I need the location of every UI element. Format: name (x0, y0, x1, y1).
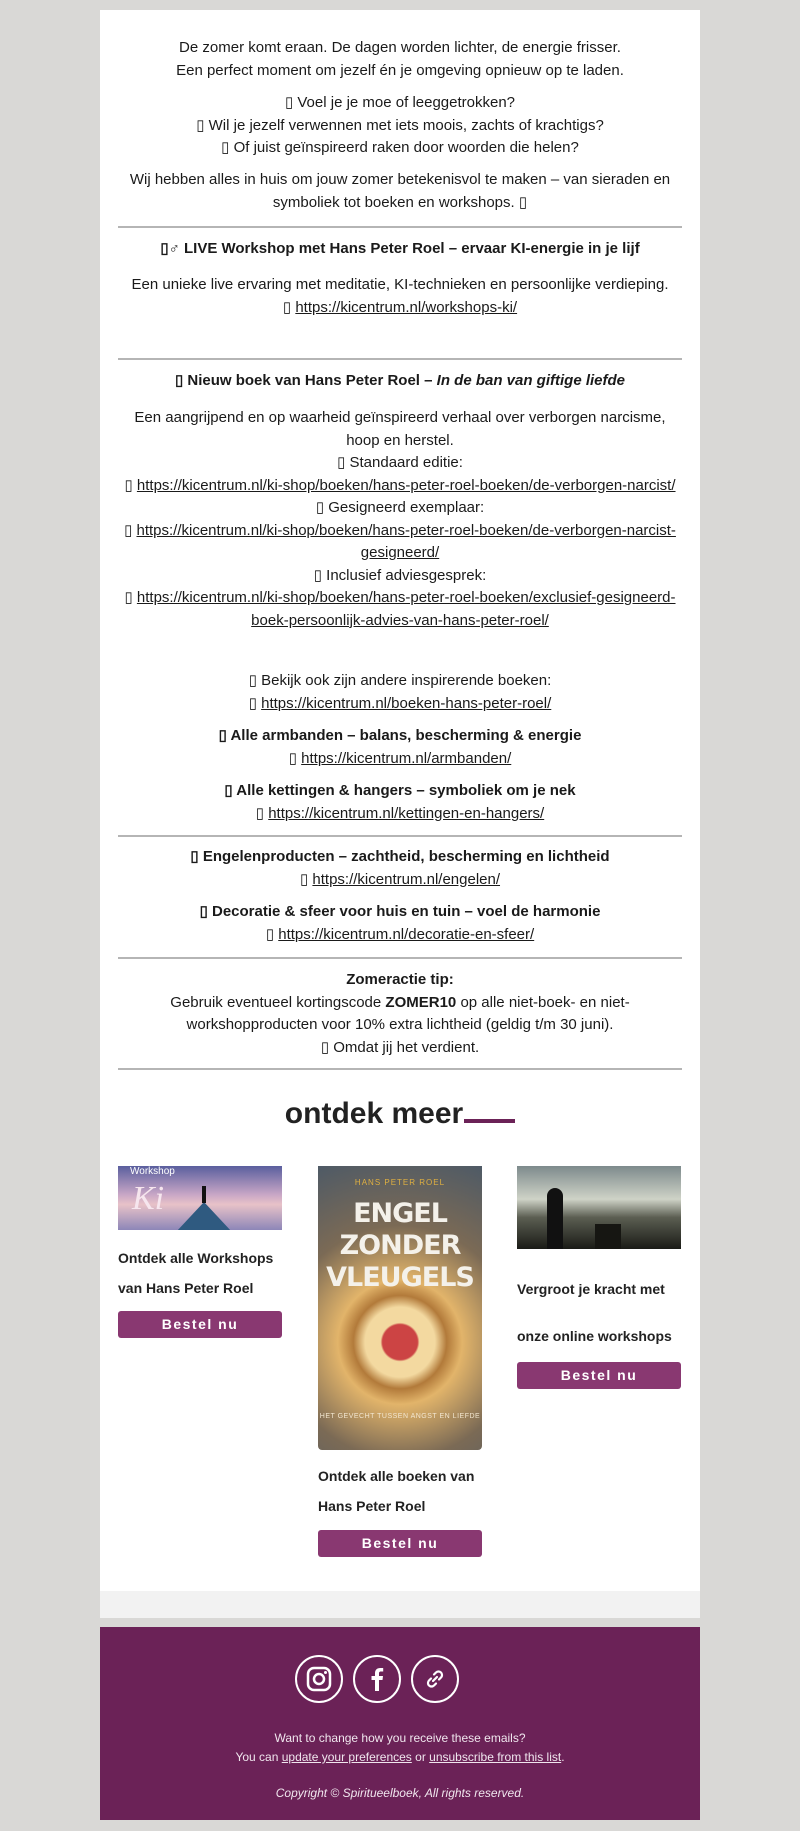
edition-label: ▯ Standaard editie: (337, 454, 463, 471)
order-button[interactable]: Bestel nu (517, 1362, 681, 1389)
cover-author: HANS PETER ROEL (354, 1178, 446, 1187)
instagram-icon (305, 1665, 333, 1693)
footer-line: Want to change how you receive these emails? (274, 1731, 526, 1745)
book-body (118, 407, 682, 632)
link-icon: ▯ (124, 589, 137, 606)
book-title-italic: In de ban van giftige liefde (436, 372, 626, 389)
more-books (118, 670, 682, 715)
person-silhouette (202, 1186, 206, 1203)
preferences-text (100, 1729, 700, 1767)
card-text (517, 1266, 681, 1360)
card-text-line: Vergroot je kracht met (517, 1281, 665, 1297)
question-line: ▯ Wil je jezelf verwennen met iets moois, zachts of krachtigs? (196, 116, 604, 134)
divider (118, 226, 682, 228)
discount-code: ZOMER10 (385, 993, 457, 1011)
intro-closing (118, 169, 682, 214)
intro-line: Een perfect moment om jezelf én je omgeving opnieuw op te laden. (176, 61, 624, 79)
divider (118, 957, 682, 959)
footer-text: . (561, 1750, 565, 1764)
footer-text: or (411, 1750, 430, 1764)
link-icon: ▯ (248, 694, 262, 712)
spacer-band (100, 1591, 700, 1618)
link-icon: ▯ (265, 925, 279, 943)
card-text-line: Ontdek alle boeken van (318, 1468, 475, 1484)
copyright: Copyright © Spiritueelboek, All rights reserved. (275, 1786, 525, 1800)
order-button[interactable]: Bestel nu (318, 1530, 482, 1557)
facebook-icon (363, 1665, 391, 1693)
discover-heading-text: ontdek meer (284, 1097, 464, 1130)
link-icon: ▯ (282, 298, 296, 316)
intro-line: De zomer komt eraan. De dagen worden lichter, de energie frisser. (179, 39, 621, 56)
discover-heading (100, 1094, 700, 1134)
link-icon: ▯ (255, 804, 269, 822)
link-icon: ▯ (288, 749, 302, 767)
person-silhouette (547, 1188, 563, 1249)
link-icon: ▯ (299, 870, 313, 888)
divider (118, 1068, 682, 1070)
order-button[interactable]: Bestel nu (118, 1311, 282, 1338)
promo-text-part: Gebruik eventueel kortingscode (170, 993, 386, 1011)
card-text-line: onze online workshops (517, 1328, 672, 1344)
link-icon: ▯ (124, 476, 137, 494)
book-title-prefix: ▯ Nieuw boek van Hans Peter Roel – (174, 372, 437, 389)
edition-label: ▯ Gesigneerd exemplaar: (315, 499, 485, 516)
promo-text-part: op alle niet-boek- en niet-workshopproducten voor 10% extra lichtheid (geldig t/m 30 juni). (186, 993, 630, 1033)
mountain-shape (176, 1202, 232, 1230)
card-text-line: Ontdek alle Workshops (118, 1250, 274, 1266)
intro-questions (118, 92, 682, 160)
decoration-link[interactable]: https://kicentrum.nl/decoratie-en-sfeer/ (278, 925, 535, 943)
product-title: ▯ Alle kettingen & hangers – symboliek om je nek (224, 782, 576, 799)
product-angels (118, 846, 682, 891)
footer-text: You can (235, 1750, 282, 1764)
book-title (118, 370, 682, 393)
signed-edition-link[interactable]: https://kicentrum.nl/ki-shop/boeken/hans-peter-roel-boeken/de-verborgen-narcist-gesigneerd/ (136, 521, 676, 561)
footer (100, 1627, 700, 1820)
standard-edition-link[interactable]: https://kicentrum.nl/ki-shop/boeken/hans-peter-roel-boeken/de-verborgen-narcist/ (136, 476, 676, 494)
card-text (118, 1243, 282, 1303)
promo-title: Zomeractie tip: (346, 971, 454, 988)
product-decoration (118, 901, 682, 946)
angels-link[interactable]: https://kicentrum.nl/engelen/ (312, 870, 501, 888)
meditation-image[interactable] (517, 1166, 681, 1249)
divider (118, 358, 682, 360)
promo-closing: ▯ Omdat jij het verdient. (320, 1038, 480, 1056)
edition-label: ▯ Inclusief adviesgesprek: (313, 566, 487, 584)
card-text-line: van Hans Peter Roel (118, 1280, 254, 1296)
cover-subtitle: HET GEVECHT TUSSEN ANGST EN LIEFDE (319, 1413, 481, 1420)
product-title: ▯ Decoratie & sfeer voor huis en tuin – voel de harmonie (199, 903, 601, 920)
link-icon (421, 1665, 449, 1693)
cover-title: ENGEL ZONDER VLEUGELS (326, 1198, 474, 1293)
pagoda-silhouette (595, 1224, 621, 1249)
card-text (318, 1461, 482, 1521)
promo (118, 969, 682, 1059)
update-preferences-link[interactable]: update your preferences (281, 1750, 412, 1764)
instagram-button[interactable] (295, 1655, 343, 1703)
product-necklaces (118, 780, 682, 825)
product-title: ▯ Alle armbanden – balans, bescherming & energie (218, 727, 582, 744)
more-books-link[interactable]: https://kicentrum.nl/boeken-hans-peter-roel/ (261, 694, 552, 712)
card-text-line: Hans Peter Roel (318, 1498, 426, 1514)
footer-line (100, 1748, 700, 1767)
unsubscribe-link[interactable]: unsubscribe from this list (429, 1750, 562, 1764)
facebook-button[interactable] (353, 1655, 401, 1703)
heading-accent-bar (464, 1119, 515, 1123)
question-line: ▯ Voel je je moe of leeggetrokken? (284, 94, 516, 111)
workshop-link[interactable]: https://kicentrum.nl/workshops-ki/ (295, 298, 518, 316)
bracelets-link[interactable]: https://kicentrum.nl/armbanden/ (301, 749, 512, 767)
live-workshop-body (118, 274, 682, 319)
live-workshop-desc: Een unieke live ervaring met meditatie, KI-technieken en persoonlijke verdieping. (131, 276, 669, 293)
workshop-image[interactable] (118, 1166, 282, 1230)
image-caption: Workshop (130, 1166, 175, 1177)
live-workshop-title: ▯♂ LIVE Workshop met Hans Peter Roel – ervaar KI-energie in je lijf (160, 240, 640, 257)
product-title: ▯ Engelenproducten – zachtheid, bescherming en lichtheid (190, 848, 610, 865)
promo-text (118, 992, 682, 1037)
link-icon: ▯ (124, 521, 137, 539)
website-button[interactable] (411, 1655, 459, 1703)
more-books-label: ▯ Bekijk ook zijn andere inspirerende boeken: (248, 672, 552, 689)
necklaces-link[interactable]: https://kicentrum.nl/kettingen-en-hangers/ (268, 804, 545, 822)
book-cover-image[interactable] (318, 1166, 482, 1450)
intro-text (118, 37, 682, 82)
book-desc: Een aangrijpend en op waarheid geïnspireerd verhaal over verborgen narcisme, hoop en herstel. (134, 409, 666, 449)
product-bracelets (118, 725, 682, 770)
advice-edition-link[interactable]: https://kicentrum.nl/ki-shop/boeken/hans-peter-roel-boeken/exclusief-gesigneerd-boek-persoonlijk-advies-van-hans-peter-roel/ (136, 589, 676, 629)
ki-logo: Ki (132, 1180, 165, 1217)
question-line: ▯ Of juist geïnspireerd raken door woorden die helen? (221, 139, 579, 156)
closing-text: Wij hebben alles in huis om jouw zomer betekenisvol te maken – van sieraden en symboliek tot boeken en workshops. ▯ (129, 171, 671, 211)
divider (118, 835, 682, 837)
